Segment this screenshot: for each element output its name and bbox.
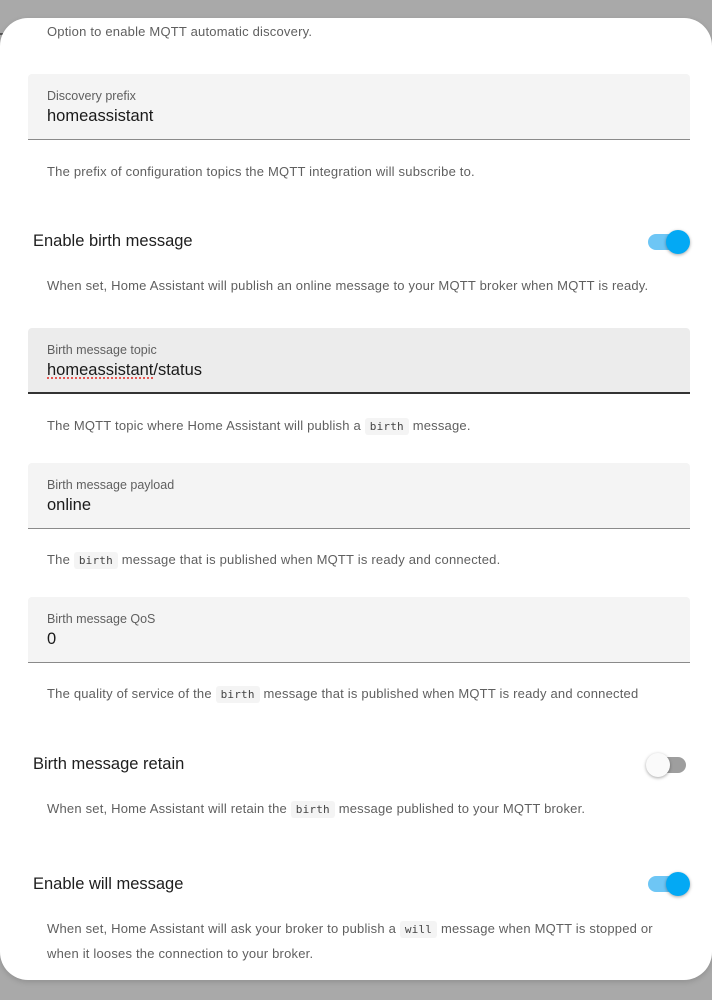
enable-will-label: Enable will message [33,875,184,893]
helper-text: The [47,552,71,567]
birth-payload-field[interactable] [28,463,690,529]
birth-qos-input[interactable]: 0 [47,630,57,648]
birth-topic-label: Birth message topic [47,343,157,357]
inline-code: birth [74,552,118,569]
helper-text: message that is published when MQTT is ready and connected [263,686,639,701]
birth-topic-field[interactable] [28,328,690,394]
mqtt-options-dialog [0,18,712,980]
helper-text: message that is published when MQTT is ready and connected. [121,552,501,567]
discovery-prefix-label: Discovery prefix [47,89,136,103]
inline-code: will [400,921,437,938]
discovery-prefix-field[interactable] [28,74,690,140]
discovery-prefix-input[interactable]: homeassistant [47,107,154,125]
helper-text: When set, Home Assistant will retain the [47,801,287,816]
helper-text: message. [412,418,471,433]
toggle-thumb [646,753,670,777]
discovery-helper: Option to enable MQTT automatic discovery. [47,24,313,39]
birth-payload-label: Birth message payload [47,478,175,492]
birth-qos-field[interactable] [28,597,690,663]
helper-text: The quality of service of the [47,686,212,701]
inline-code: birth [365,418,409,435]
spellcheck-word: homeassistant [47,361,154,379]
helper-text: When set, Home Assistant will ask your broker to publish a [47,921,397,936]
toggle-thumb [666,872,690,896]
enable-birth-helper: When set, Home Assistant will publish an online message to your MQTT broker when MQTT is ready. [47,278,649,293]
inline-code: birth [291,801,335,818]
enable-birth-toggle[interactable] [646,227,690,257]
discovery-prefix-helper: The prefix of configuration topics the MQTT integration will subscribe to. [47,164,475,179]
birth-retain-label: Birth message retain [33,755,185,773]
birth-payload-helper [47,548,672,573]
enable-will-toggle[interactable] [646,869,690,899]
helper-text: message published to your MQTT broker. [338,801,586,816]
birth-payload-input[interactable]: online [47,496,92,514]
birth-retain-toggle[interactable] [646,750,690,780]
birth-topic-input[interactable] [47,361,202,380]
helper-text: message when MQTT is stopped or when it looses the connection to your broker. [47,921,653,961]
birth-qos-label: Birth message QoS [47,612,156,626]
enable-birth-label: Enable birth message [33,232,193,250]
helper-text: The MQTT topic where Home Assistant will publish a [47,418,361,433]
birth-topic-helper [47,414,672,439]
enable-will-helper [47,917,666,966]
toggle-thumb [666,230,690,254]
birth-topic-value-rest: /status [153,361,202,379]
birth-retain-helper [47,797,672,822]
inline-code: birth [216,686,260,703]
birth-qos-helper [47,682,672,707]
